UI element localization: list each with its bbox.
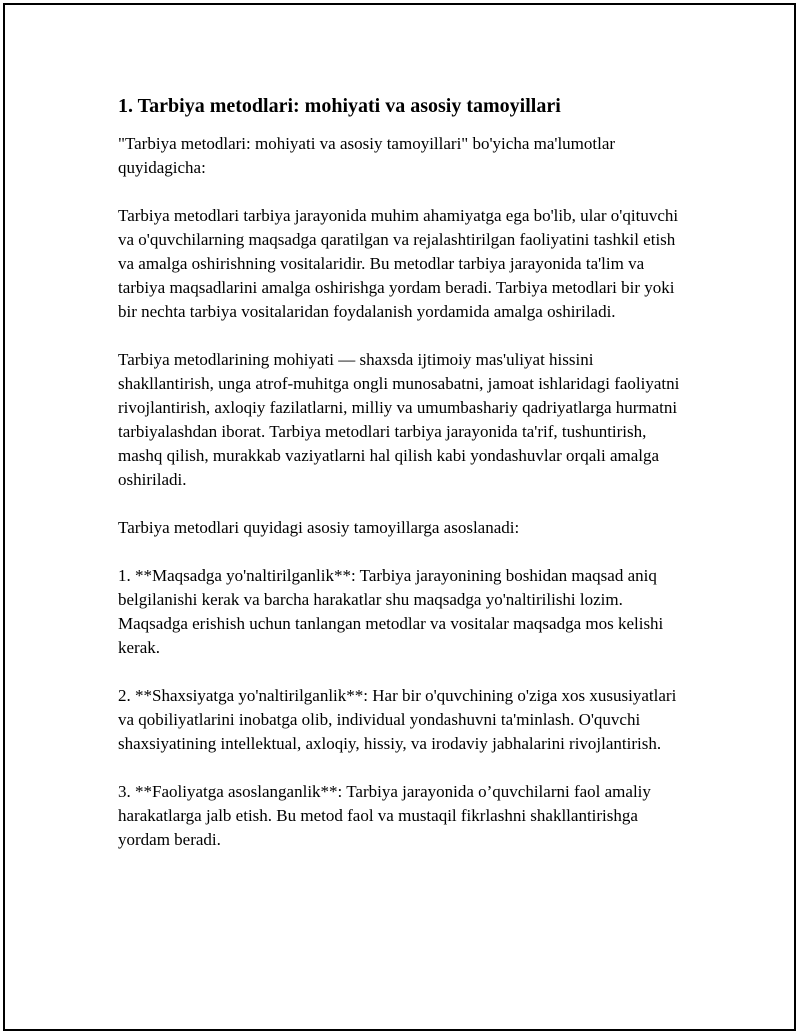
paragraph-essence: Tarbiya metodlarining mohiyati — shaxsda ijtimoiy mas'uliyat hissini shakllantirish, unga atrof-muhitga ongli munosabatni, jamoat ishlaridagi faoliyatni rivojlantirish, axloqiy fazilatlarni, milliy va umumbashariy qadriyatlarga hurmatni tarbiyalashdan iborat. Tarbiya metodlari tarbiya jarayonida ta'rif, tushuntirish, mashq qilish, murakkab vaziyatlarni hal qilish kabi yondashuvlar orqali amalga oshiriladi.: [118, 350, 680, 489]
document-body: [118, 93, 688, 876]
list-item-principle-3: 3. **Faoliyatga asoslanganlik**: Tarbiya jarayonida o’quvchilarni faol amaliy harakatlarga jalb etish. Bu metod faol va mustaqil fikrlashni shakllantirishga yordam beradi.: [118, 782, 651, 849]
section-heading: 1. Tarbiya metodlari: mohiyati va asosiy tamoyillari: [118, 95, 561, 117]
paragraph-intro: "Tarbiya metodlari: mohiyati va asosiy tamoyillari" bo'yicha ma'lumotlar quyidagicha:: [118, 134, 616, 177]
list-item-principle-1: 1. **Maqsadga yo'naltirilganlik**: Tarbiya jarayonining boshidan maqsad aniq belgilanishi kerak va barcha harakatlar shu maqsadga yo'naltirilishi lozim. Maqsadga erishish uchun tanlangan metodlar va vositalar maqsadga mos kelishi kerak.: [118, 566, 664, 657]
paragraph-definition: Tarbiya metodlari tarbiya jarayonida muhim ahamiyatga ega bo'lib, ular o'qituvchi va o'quvchilarning maqsadga qaratilgan va rejalashtirilgan faoliyatini tashkil etish va amalga oshirishning vositalaridir. Bu metodlar tarbiya jarayonida ta'lim va tarbiya maqsadlarini amalga oshirishga yordam beradi. Tarbiya metodlari bir yoki bir nechta tarbiya vositalaridan foydalanish yordamida amalga oshiriladi.: [118, 206, 679, 321]
list-item-principle-2: 2. **Shaxsiyatga yo'naltirilganlik**: Har bir o'quvchining o'ziga xos xususiyatlari va qobiliyatlarini inobatga olib, individual yondashuvni ta'minlash. O'quvchi shaxsiyatining intellektual, axloqiy, hissiy, va irodaviy jabhalarini rivojlantirish.: [118, 686, 677, 753]
paragraph-principles-intro: Tarbiya metodlari quyidagi asosiy tamoyillarga asoslanadi:: [118, 518, 520, 537]
